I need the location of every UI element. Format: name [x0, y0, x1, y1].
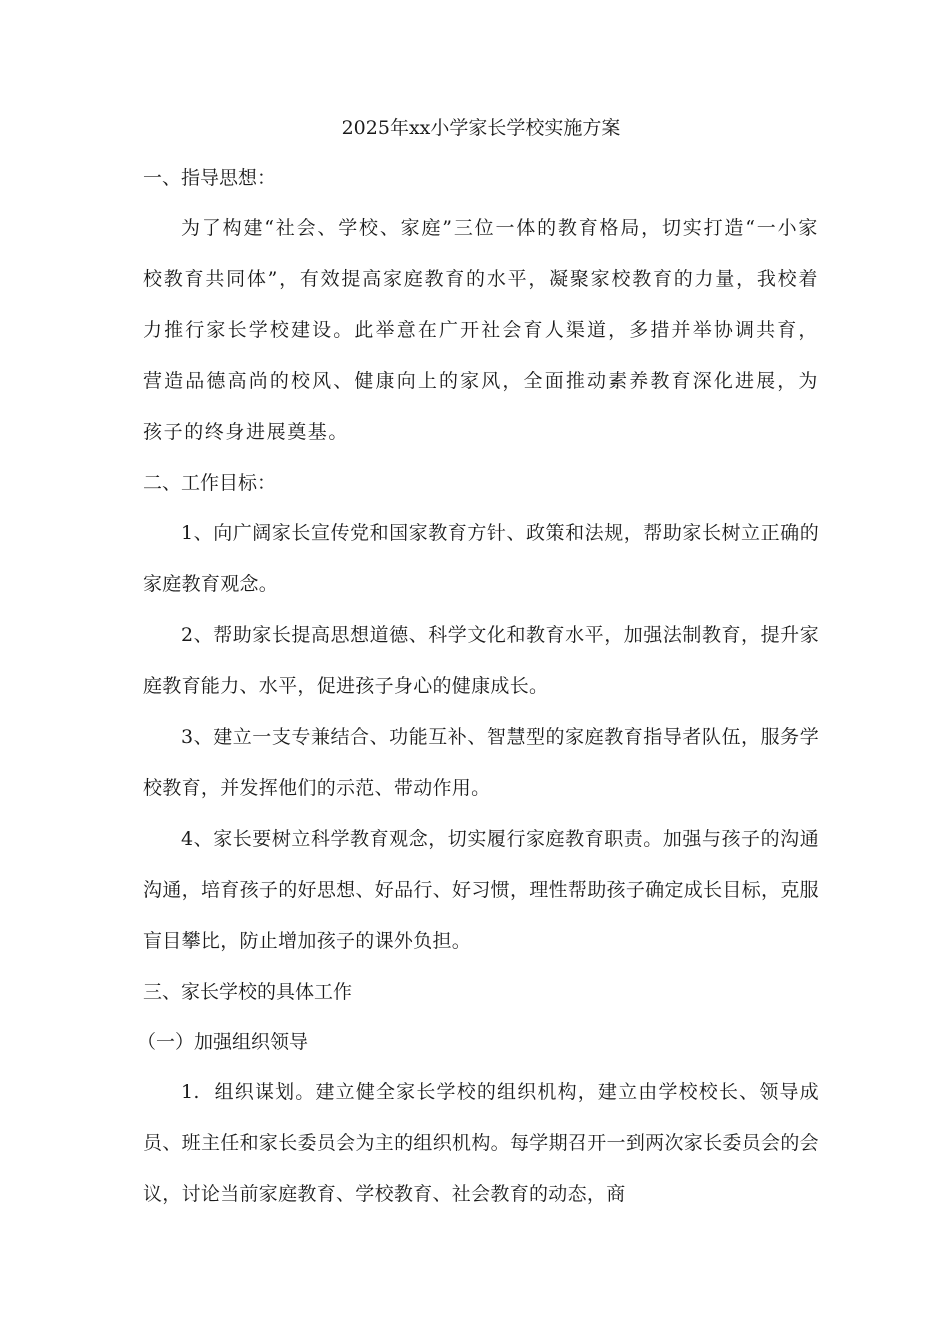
subsection-heading-organization: （一）加强组织领导: [137, 1031, 309, 1053]
goal-item-4: 4、家长要树立科学教育观念，切实履行家庭教育职责。加强与孩子的沟通沟通，培育孩子的好思想、好品行、好习惯，理性帮助孩子确定成长目标，克服盲目攀比，防止增加孩子的课外负担。: [143, 828, 819, 952]
work-item-1-text: 组织谋划。建立健全家长学校的组织机构，建立由学校校长、领导成员、班主任和家长委员会为主的组织机构。每学期召开一到两次家长委员会的会议，讨论当前家庭教育、学校教育、社会教育的动态，商: [143, 1081, 819, 1205]
goal-item-2: 2、帮助家长提高思想道德、科学文化和教育水平，加强法制教育，提升家庭教育能力、水平，促进孩子身心的健康成长。: [143, 624, 819, 697]
goal-item-3: 3、建立一支专兼结合、功能互补、智慧型的家庭教育指导者队伍，服务学校教育，并发挥他们的示范、带动作用。: [143, 726, 819, 799]
section-heading-goals: 二、工作目标：: [143, 472, 277, 494]
guiding-paragraph: 为了构建“社会、学校、家庭”三位一体的教育格局，切实打造“一小家校教育共同体”，有效提高家庭教育的水平，凝聚家校教育的力量，我校着力推行家长学校建设。此举意在广开社会育人渠道，多措并举协调共育，营造品德高尚的校风、健康向上的家风，全面推动素养教育深化进展，为孩子的终身进展奠基。: [143, 217, 819, 443]
work-item-1-number: 1.: [181, 1081, 200, 1103]
work-item-1: [143, 1067, 819, 1220]
section-heading-work: 三、家长学校的具体工作: [143, 981, 353, 1003]
document-body: [137, 103, 819, 1220]
goal-item-1: 1、向广阔家长宣传党和国家教育方针、政策和法规，帮助家长树立正确的家庭教育观念。: [143, 522, 819, 595]
section-heading-guiding: 一、指导思想：: [143, 167, 277, 189]
document-title: 2025年xx小学家长学校实施方案: [341, 117, 621, 139]
